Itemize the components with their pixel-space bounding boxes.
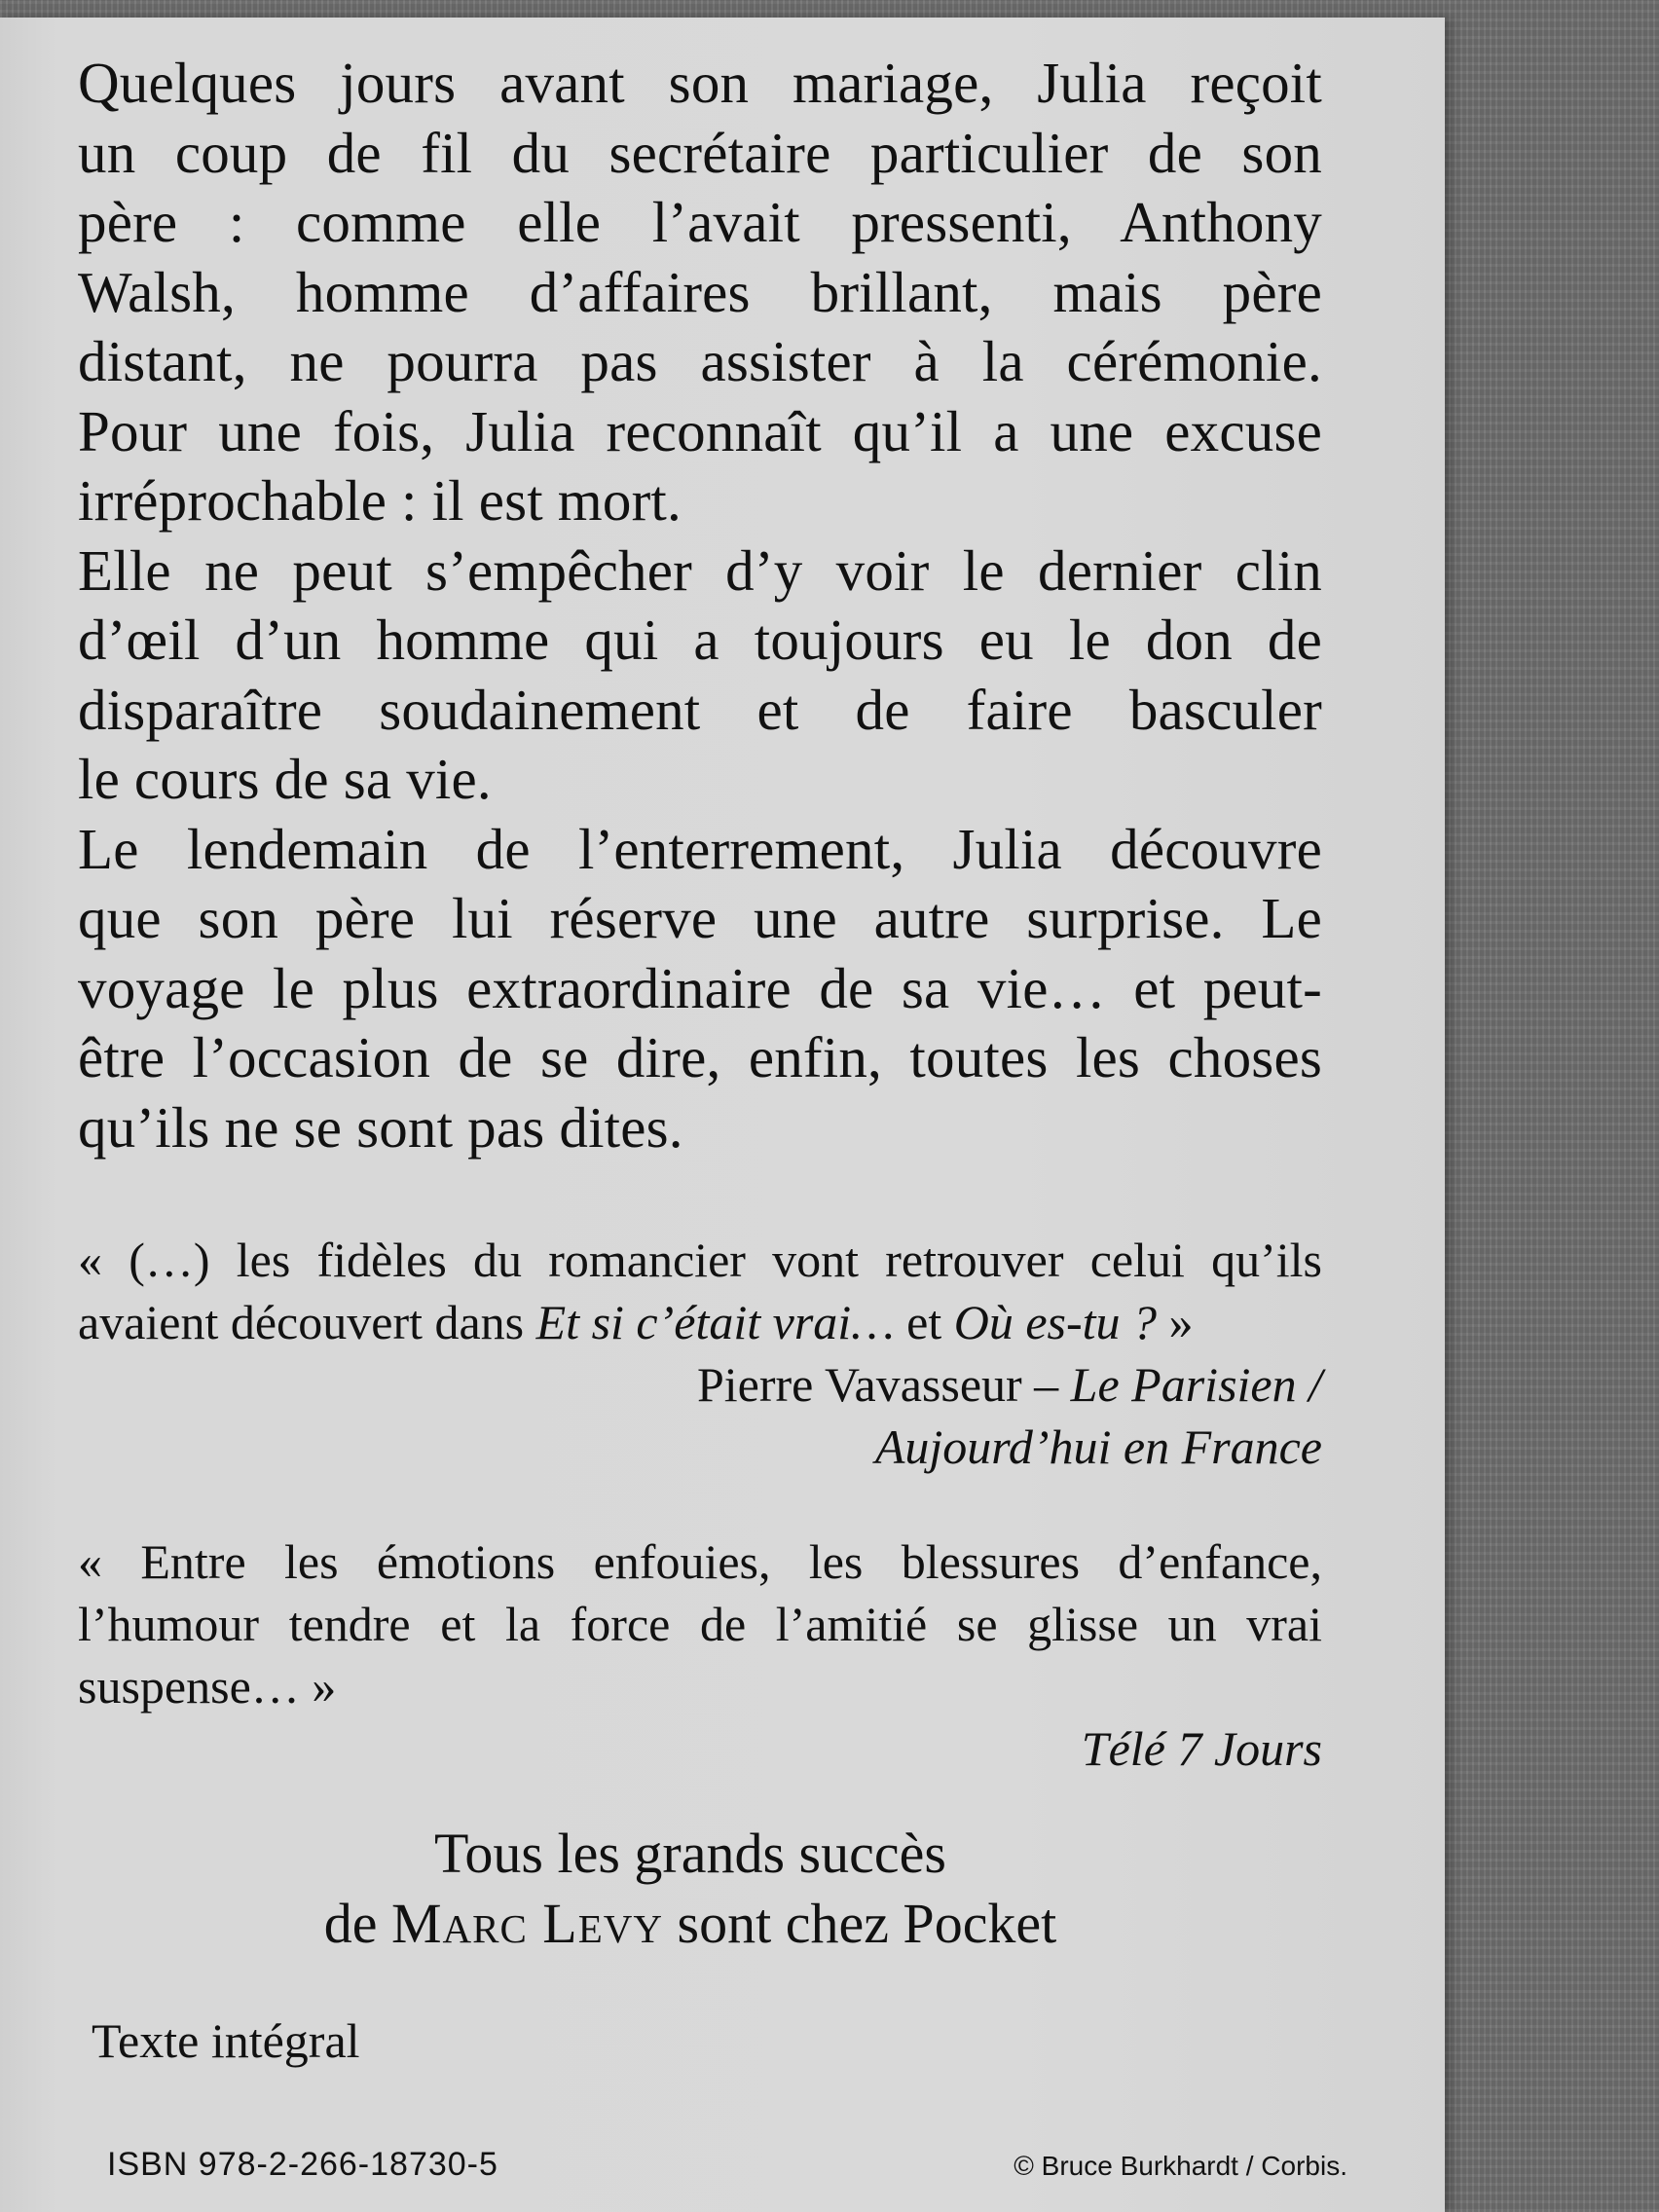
photo-credit: © Bruce Burkhardt / Corbis. xyxy=(1014,2151,1347,2181)
quote-text: et xyxy=(894,1295,954,1349)
cover-footer xyxy=(107,2146,1347,2184)
blurb-line: que son père lui réserve une autre surprise. Le xyxy=(78,886,1322,950)
author-name: Marc Levy xyxy=(390,1892,664,1955)
book-title: Et si c’était vrai… xyxy=(535,1295,895,1349)
quote-author: Pierre Vavasseur – xyxy=(696,1357,1071,1412)
blurb-paragraph-2-end xyxy=(78,745,1322,815)
blurb-paragraph-2 xyxy=(78,536,1322,746)
blurb-line: être l’occasion de se dire, enfin, toutes les choses xyxy=(78,1025,1322,1089)
blurb-line: Le lendemain de l’enterrement, Julia découvre xyxy=(78,816,1322,881)
promo-line-1: Tous les grands succès xyxy=(434,1822,946,1885)
blurb-line: le cours de sa vie. xyxy=(78,747,492,811)
quote-source: Aujourd’hui en France xyxy=(874,1419,1322,1474)
blurb-line: qu’ils ne se sont pas dites. xyxy=(78,1094,683,1160)
promo-text: sont chez Pocket xyxy=(663,1892,1057,1955)
press-quote-2: « Entre les émotions enfouies, les blessures d’enfance, l’humour tendre et la force de l’amitié se glisse un vrai suspense… » xyxy=(78,1534,1322,1714)
press-quote-1 xyxy=(78,1229,1322,1353)
promo-line-2 xyxy=(78,1889,1303,1959)
promo-text: de xyxy=(323,1892,391,1955)
quote-source: Télé 7 Jours xyxy=(1081,1721,1322,1776)
blurb-line: irréprochable : il est mort. xyxy=(78,468,682,533)
blurb-line: Quelques jours avant son mariage, Julia reçoit xyxy=(78,51,1322,115)
blurb-paragraph-3 xyxy=(78,815,1322,1093)
blurb-paragraph-3-end xyxy=(78,1093,1322,1163)
press-attribution-2 xyxy=(78,1717,1322,1780)
blurb-line: disparaître soudainement et de faire basculer xyxy=(78,677,1322,742)
blurb-line: père : comme elle l’avait pressenti, Anthony xyxy=(78,190,1322,254)
blurb-line: un coup de fil du secrétaire particulier de son xyxy=(78,120,1322,185)
quote-source: Le Parisien / xyxy=(1070,1357,1322,1412)
blurb-line: distant, ne pourra pas assister à la cérémonie. xyxy=(78,329,1322,393)
quote-text: « (…) les fidèles du romancier vont retrouver celui qu’ils avaient découvert dans xyxy=(78,1233,1322,1349)
publisher-promo xyxy=(78,1819,1322,1959)
blurb-line: voyage le plus extraordinaire de sa vie… et peut- xyxy=(78,955,1322,1020)
book-back-cover xyxy=(0,18,1445,2212)
cover-content xyxy=(78,49,1322,2070)
blurb-line: Pour une fois, Julia reconnaît qu’il a une excuse xyxy=(78,398,1322,463)
blurb-paragraph-1 xyxy=(78,49,1322,466)
quote-text: » xyxy=(1157,1295,1194,1349)
blurb xyxy=(78,49,1322,1162)
blurb-line: Walsh, homme d’affaires brillant, mais père xyxy=(78,259,1322,324)
blurb-paragraph-1-end xyxy=(78,466,1322,536)
isbn: ISBN 978-2-266-18730-5 xyxy=(107,2146,498,2183)
press-attribution-1 xyxy=(78,1353,1322,1478)
book-title: Où es-tu ? xyxy=(953,1295,1158,1349)
blurb-line: d’œil d’un homme qui a toujours eu le don de xyxy=(78,608,1322,672)
blurb-line: Elle ne peut s’empêcher d’y voir le dernier clin xyxy=(78,537,1322,603)
edition-note: Texte intégral xyxy=(92,2013,360,2068)
